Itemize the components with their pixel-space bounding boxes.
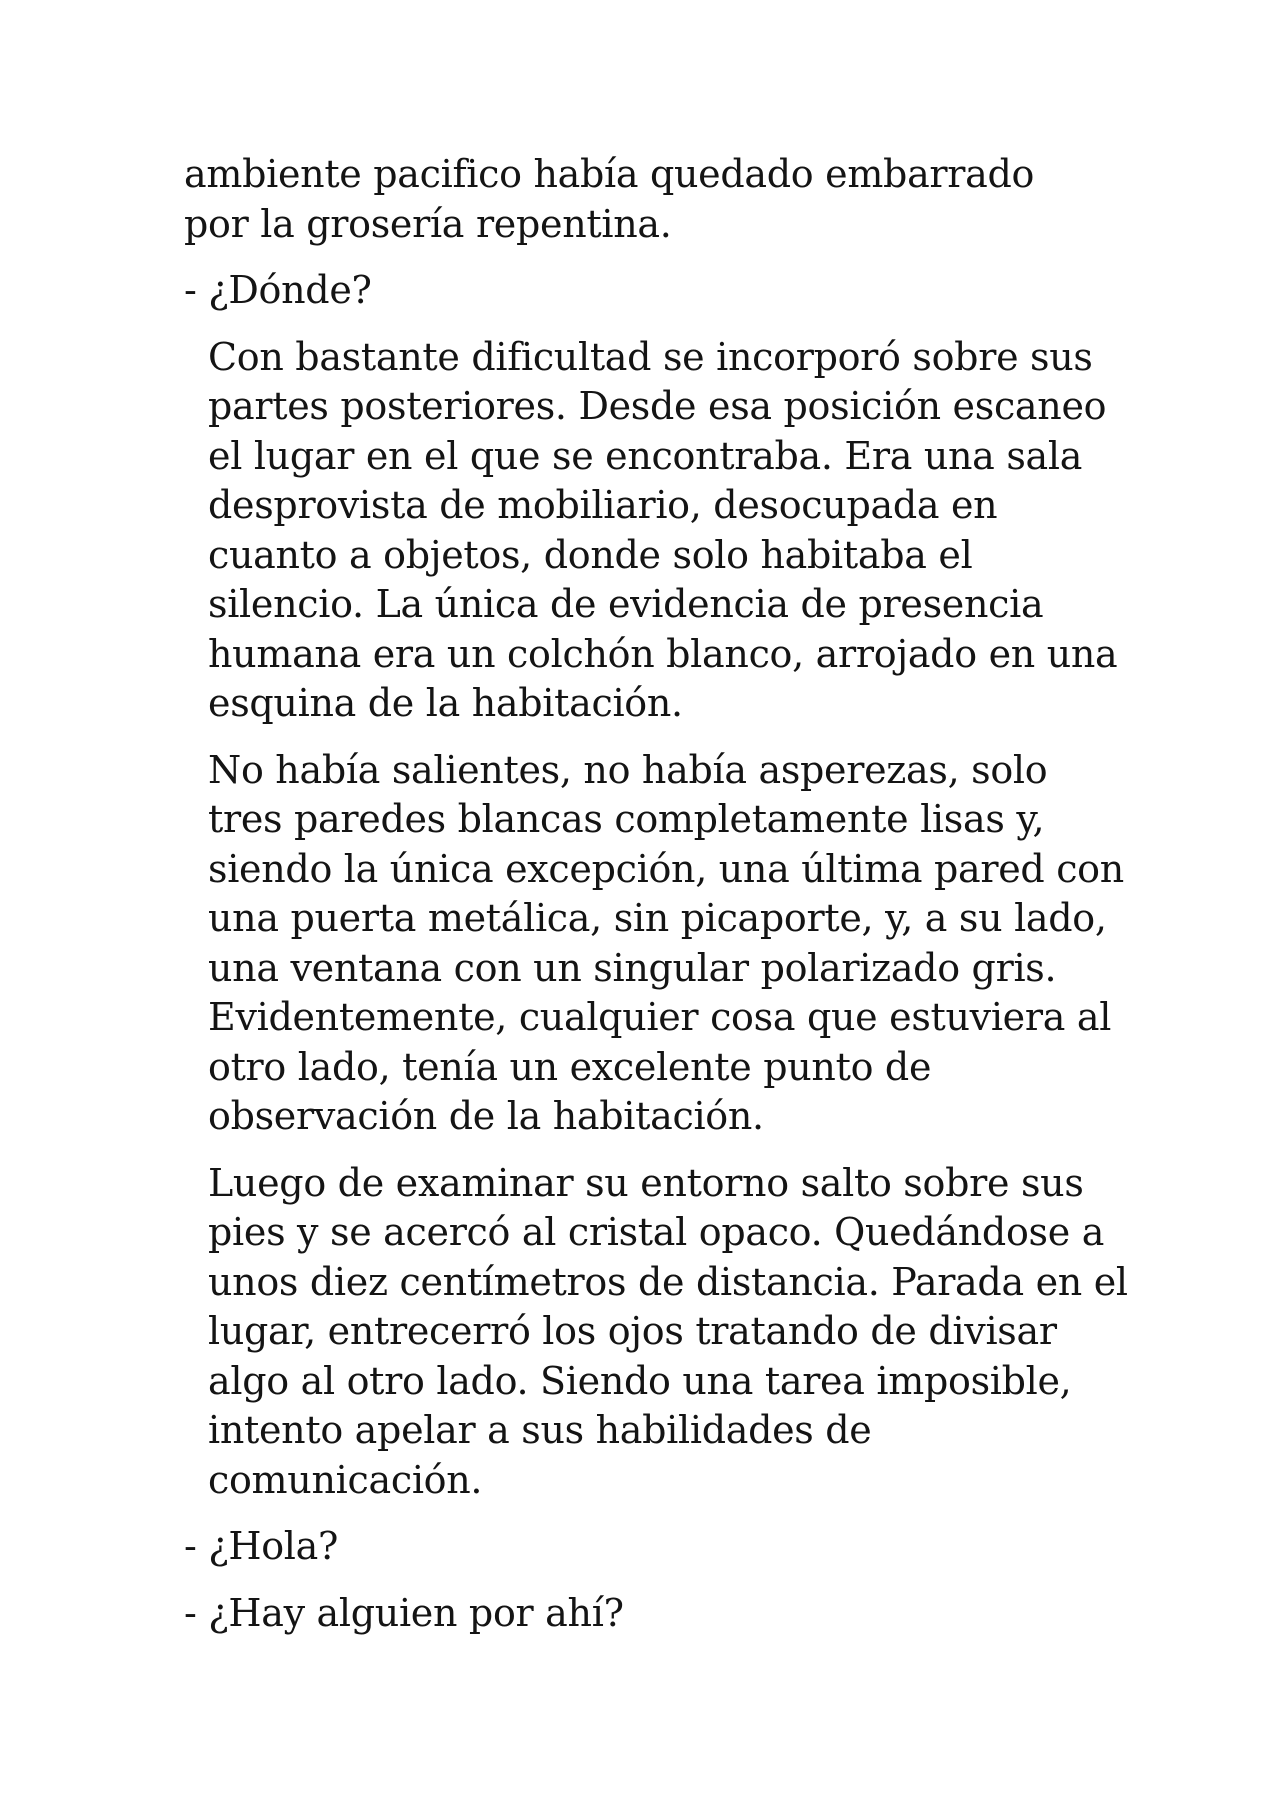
text-line: pies y se acercó al cristal opaco. Quedándose a [208,1210,1105,1254]
text-line: - ¿Hola? [184,1524,339,1568]
text-line: siendo la única excepción, una última pared con [208,846,1124,891]
text-line: partes posteriores. Desde esa posición escaneo [208,384,1107,428]
paragraph-4 [184,746,1124,1142]
text-line: el lugar en el que se encontraba. Era una sala [208,433,1083,478]
paragraph-1 [184,150,1104,249]
text-line: No había salientes, no había asperezas, solo [208,747,1048,792]
text-line: lugar, entrecerró los ojos tratando de divisar [208,1309,1057,1353]
paragraph-5 [184,1159,1128,1506]
paragraph-3 [184,333,1118,729]
text-line: humana era un colchón blanco, arrojado en una [208,631,1118,676]
text-line: por la grosería repentina. [184,201,672,246]
text-line: tres paredes blancas completamente lisas y, [208,797,1045,841]
text-line: - ¿Dónde? [184,268,372,312]
text-line: observación de la habitación. [208,1094,764,1138]
text-line: Con bastante dificultad se incorporó sobre sus [208,334,1093,379]
text-line: una puerta metálica, sin picaporte, y, a su lado, [208,896,1107,940]
text-line: desprovista de mobiliario, desocupada en [208,483,998,527]
text-line: Evidentemente, cualquier cosa que estuviera al [208,995,1112,1039]
text-line: silencio. La única de evidencia de presencia [208,582,1044,626]
text-line: una ventana con un singular polarizado gris. [208,945,1057,990]
text-line: otro lado, tenía un excelente punto de [208,1044,932,1089]
dialogue-line-hola [184,1522,1104,1572]
dialogue-line-donde [184,266,1104,316]
text-line: ambiente pacifico había quedado embarrado [184,152,1035,196]
text-line: esquina de la habitación. [208,681,683,725]
dialogue-line-alguien [184,1589,1104,1639]
text-line: algo al otro lado. Siendo una tarea imposible, [208,1358,1072,1403]
document-page [184,150,1128,1655]
text-line: - ¿Hay alguien por ahí? [184,1590,624,1635]
text-line: comunicación. [208,1457,483,1502]
text-line: cuanto a objetos, donde solo habitaba el [208,532,973,577]
text-line: Luego de examinar su entorno salto sobre sus [208,1160,1084,1205]
text-line: unos diez centímetros de distancia. Parada en el [208,1259,1128,1304]
text-line: intento apelar a sus habilidades de [208,1408,872,1452]
